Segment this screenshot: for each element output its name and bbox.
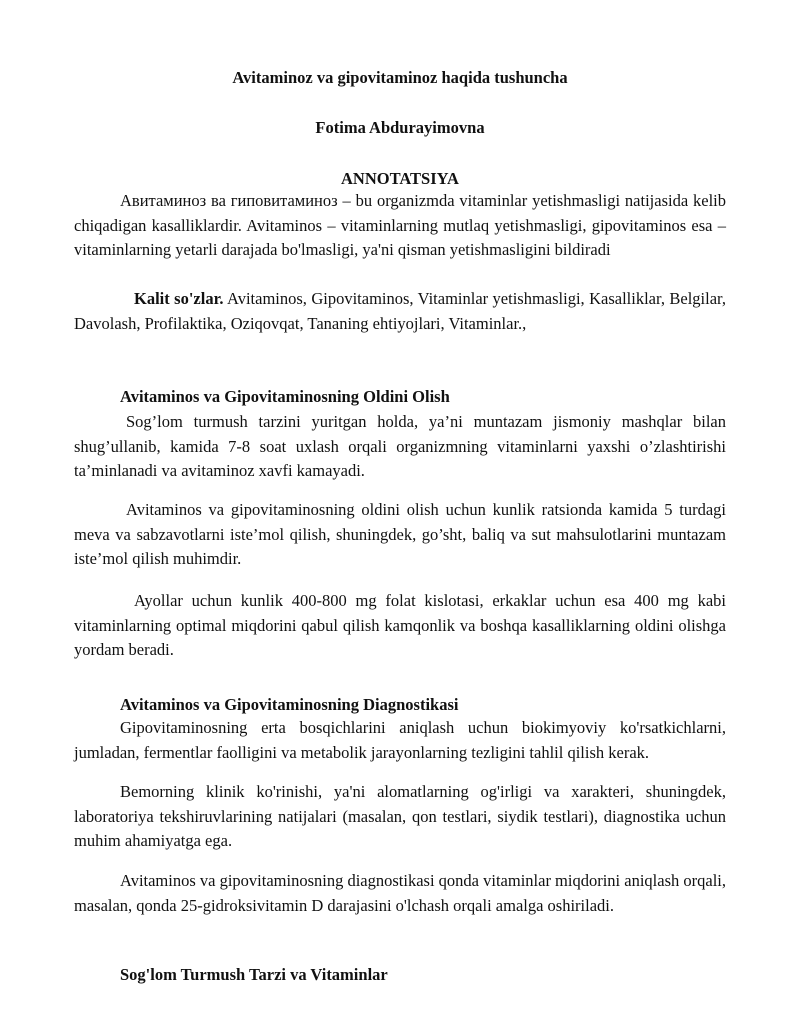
document-title: Avitaminoz va gipovitaminoz haqida tushuncha <box>232 68 568 87</box>
prevention-paragraph-2: Avitaminos va gipovitaminosning oldini olish uchun kunlik ratsionda kamida 5 turdagi meva va sabzavotlarni iste’mol qilish, shuningdek, go’sht, baliq va sut mahsulotlarini muntazam iste’mol qilish muhimdir. <box>74 500 726 569</box>
section-heading-prevention: Avitaminos va Gipovitaminosning Oldini Olish <box>120 387 450 406</box>
prevention-paragraph-1: Sog’lom turmush tarzini yuritgan holda, ya’ni muntazam jismoniy mashqlar bilan shug’ullanib, kamida 7-8 soat uxlash orqali organizmning vitaminlarni yaxshi o’zlashtirishi ta’minlanadi va avitaminoz xavfi kamayadi. <box>74 412 726 481</box>
annotation-paragraph: Авитаминоз ва гиповитаминоз – bu organizmda vitaminlar yetishmasligi natijasida kelib chiqadigan kasalliklardir. Avitaminos – vitaminlarning mutlaq yetishmasligi, gipovitaminos esa – vitaminlarning yetarli darajada bo'lmasligi, ya'ni qisman yetishmasligini bildiradi <box>74 191 726 260</box>
annotation-heading: ANNOTATSIYA <box>341 169 459 188</box>
prevention-paragraph-3: Ayollar uchun kunlik 400-800 mg folat kislotasi, erkaklar uchun esa 400 mg kabi vitaminlarning optimal miqdorini qabul qilish kamqonlik va boshqa kasalliklarning oldini olishga yordam beradi. <box>74 591 726 660</box>
diagnostics-paragraph-2: Bemorning klinik ko'rinishi, ya'ni alomatlarning og'irligi va xarakteri, shuningdek, laboratoriya tekshiruvlarining natijalari (masalan, qon testlari, siydik testlari), diagnostika uchun muhim ahamiyatga ega. <box>74 782 726 851</box>
keywords-paragraph <box>74 287 726 336</box>
section-heading-diagnostics: Avitaminos va Gipovitaminosning Diagnostikasi <box>120 695 459 714</box>
author-name: Fotima Abdurayimovna <box>315 118 485 137</box>
diagnostics-paragraph-1: Gipovitaminosning erta bosqichlarini aniqlash uchun biokimyoviy ko'rsatkichlarni, jumladan, fermentlar faolligini va metabolik jarayonlarning tezligini tahlil qilish kerak. <box>74 718 726 762</box>
section-heading-healthy-lifestyle: Sog'lom Turmush Tarzi va Vitaminlar <box>120 965 388 984</box>
keywords-list: Avitaminos, Gipovitaminos, Vitaminlar yetishmasligi, Kasalliklar, Belgilar, Davolash, Profilaktika, Oziqovqat, Tananing ehtiyojlari, Vitaminlar., <box>74 289 726 333</box>
diagnostics-paragraph-3: Avitaminos va gipovitaminosning diagnostikasi qonda vitaminlar miqdorini aniqlash orqali, masalan, qonda 25-gidroksivitamin D darajasini o'lchash orqali amalga oshiriladi. <box>74 871 726 915</box>
keywords-label: Kalit so'zlar. <box>134 289 224 308</box>
